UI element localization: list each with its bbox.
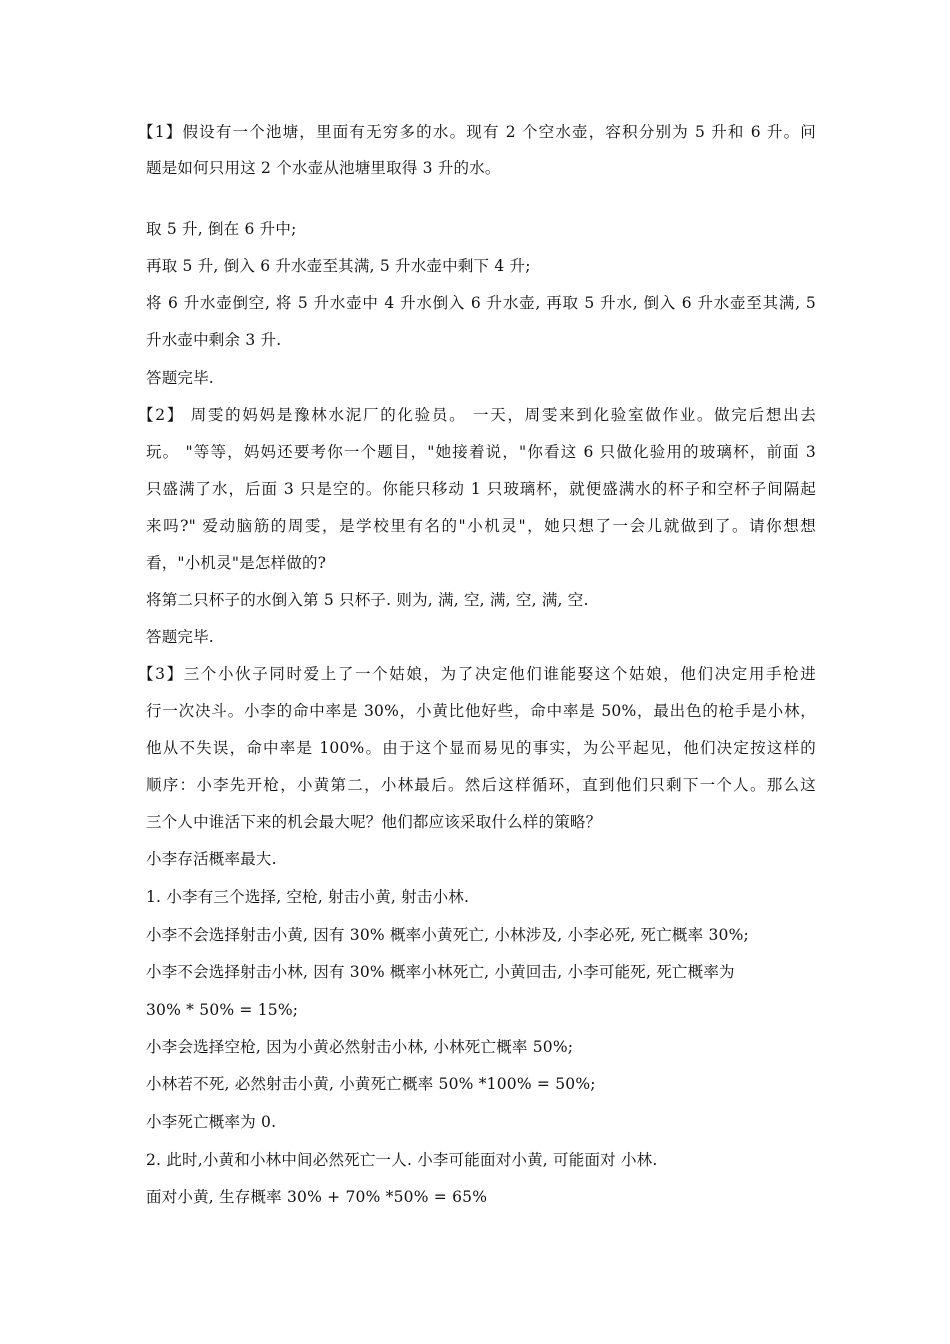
puzzle-3-line-3: 他从不失误，命中率是 100%。由于这个显而易见的事实，为公平起见，他们决定按这样的 (146, 739, 816, 757)
puzzle-3-line-5: 三个人中谁活下来的机会最大呢？他们都应该采取什么样的策略？ (146, 813, 602, 831)
puzzle-2-line-5: 看，"小机灵"是怎样做的? (146, 554, 327, 572)
answer-3-line-10: 面对小黄, 生存概率 30% + 70% *50% = 65% (146, 1188, 488, 1206)
answer-3-line-8: 小李死亡概率为 0. (146, 1113, 277, 1131)
puzzle-2-line-2: 玩。 "等等，妈妈还要考你一个题目，"她接着说，"你看这 6 只做化验用的玻璃杯，前面 3 (146, 443, 816, 461)
answer-1-line-1: 取 5 升, 倒在 6 升中; (146, 220, 297, 238)
puzzle-2-line-1: 【2】 周雯的妈妈是豫林水泥厂的化验员。 一天，周雯来到化验室做作业。做完后想出去 (138, 406, 816, 424)
answer-1-done: 答题完毕. (146, 369, 214, 387)
answer-3-line-9: 2. 此时,小黄和小林中间必然死亡一人. 小李可能面对小黄, 可能面对 小林. (146, 1151, 658, 1169)
puzzle-2-line-3: 只盛满了水，后面 3 只是空的。你能只移动 1 只玻璃杯，就便盛满水的杯子和空杯子间隔起 (146, 480, 816, 498)
answer-3-line-1: 小李存活概率最大. (146, 850, 277, 868)
answer-2-line-1: 将第二只杯子的水倒入第 5 只杯子. 则为, 满, 空, 满, 空, 满, 空. (146, 591, 589, 609)
answer-3-line-5: 30% * 50% = 15%; (146, 1001, 299, 1019)
answer-1-line-4: 升水壶中剩余 3 升. (146, 331, 282, 349)
answer-2-done: 答题完毕. (146, 628, 214, 646)
answer-1-line-3: 将 6 升水壶倒空, 将 5 升水壶中 4 升水倒入 6 升水壶, 再取 5 升水, 倒入 6 升水壶至其满, 5 (146, 294, 816, 312)
answer-1-line-2: 再取 5 升, 倒入 6 升水壶至其满, 5 升水壶中剩下 4 升; (146, 257, 531, 275)
answer-3-line-6: 小李会选择空枪, 因为小黄必然射击小林, 小林死亡概率 50%; (146, 1038, 574, 1056)
answer-3-line-4: 小李不会选择射击小林, 因有 30% 概率小林死亡, 小黄回击, 小李可能死, 死亡概率为 (146, 963, 735, 981)
puzzle-2-line-4: 来吗?" 爱动脑筋的周雯，是学校里有名的"小机灵"，她只想了一会儿就做到了。请你想想 (146, 517, 816, 535)
puzzle-3-line-2: 行一次决斗。小李的命中率是 30%，小黄比他好些，命中率是 50%，最出色的枪手是小林， (146, 702, 816, 720)
answer-3-line-2: 1. 小李有三个选择, 空枪, 射击小黄, 射击小林. (146, 888, 470, 906)
answer-3-line-7: 小林若不死, 必然射击小黄, 小黄死亡概率 50% *100% = 50%; (146, 1075, 596, 1093)
puzzle-1-line-2: 题是如何只用这 2 个水壶从池塘里取得 3 升的水。 (146, 159, 501, 177)
answer-3-line-3: 小李不会选择射击小黄, 因有 30% 概率小黄死亡, 小林涉及, 小李必死, 死亡概率 30%; (146, 926, 749, 944)
puzzle-3-line-4: 顺序：小李先开枪，小黄第二，小林最后。然后这样循环，直到他们只剩下一个人。那么这 (146, 776, 816, 794)
puzzle-1-line-1: 【1】假设有一个池塘，里面有无穷多的水。现有 2 个空水壶，容积分别为 5 升和 6 升。问 (138, 123, 816, 141)
puzzle-3-line-1: 【3】三个小伙子同时爱上了一个姑娘，为了决定他们谁能娶这个姑娘，他们决定用手枪进 (138, 665, 816, 683)
